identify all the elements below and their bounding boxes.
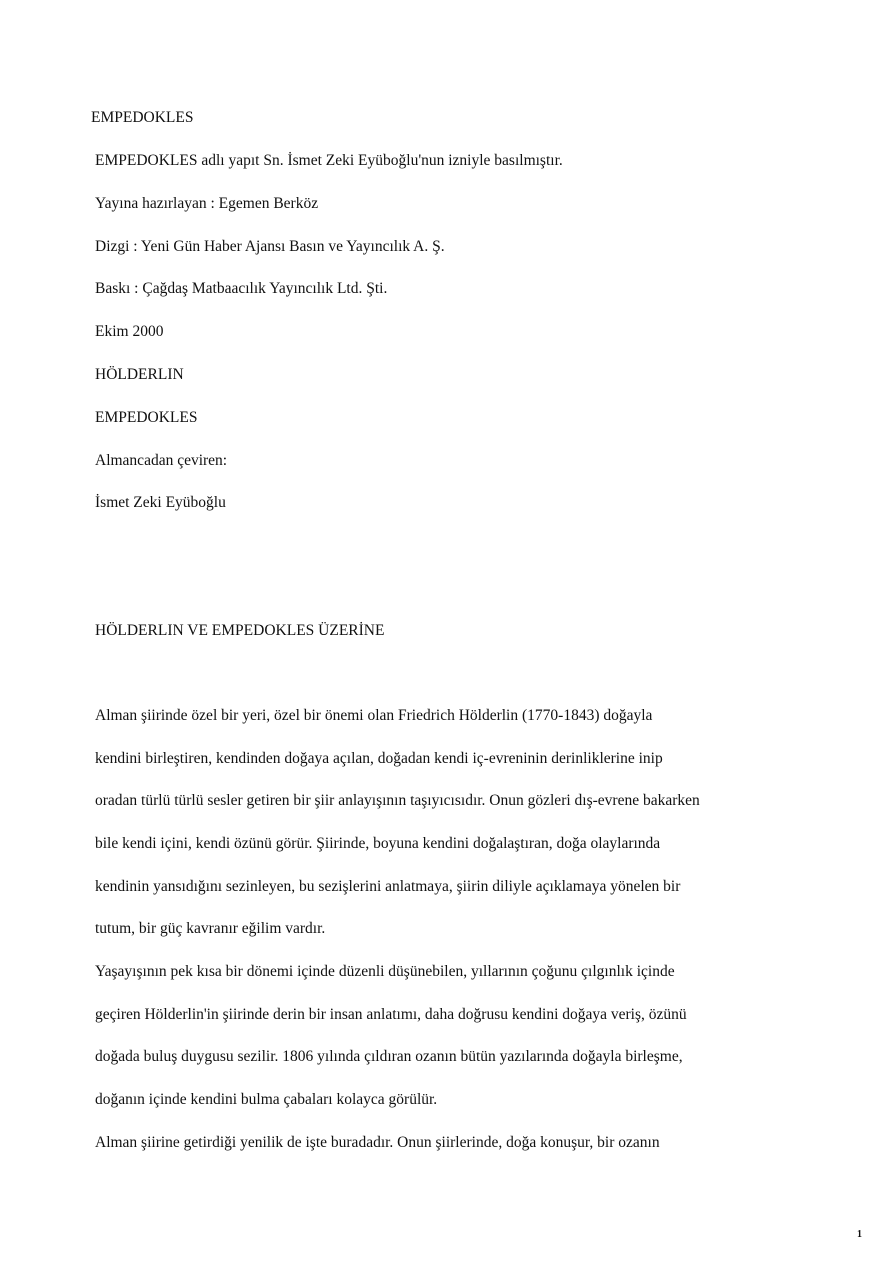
body-line: kendinin yansıdığını sezinleyen, bu sezişlerini anlatmaya, şiirin diliyle açıklamaya yönelen bir (95, 878, 681, 895)
body-line: doğada buluş duygusu sezilir. 1806 yılında çıldıran ozanın bütün yazılarında doğayla birleşme, (95, 1048, 683, 1065)
body-line: Alman şiirinde özel bir yeri, özel bir önemi olan Friedrich Hölderlin (1770-1843) doğayla (95, 707, 653, 724)
document-title: EMPEDOKLES (91, 109, 194, 126)
body-line: bile kendi içini, kendi özünü görür. Şiirinde, boyuna kendini doğalaştıran, doğa olaylarında (95, 835, 661, 852)
body-line: kendini birleştiren, kendinden doğaya açılan, doğadan kendi iç-evreninin derinliklerine inip (95, 750, 663, 767)
section-heading: HÖLDERLIN VE EMPEDOKLES ÜZERİNE (95, 622, 385, 639)
credit-line: EMPEDOKLES (95, 409, 198, 426)
credit-line: EMPEDOKLES adlı yapıt Sn. İsmet Zeki Eyüboğlu'nun izniyle basılmıştır. (95, 152, 563, 169)
credit-line: Ekim 2000 (95, 323, 164, 340)
credit-line: İsmet Zeki Eyüboğlu (95, 494, 226, 511)
credit-line: HÖLDERLIN (95, 366, 184, 383)
body-line: Yaşayışının pek kısa bir dönemi içinde düzenli düşünebilen, yıllarının çoğunu çılgınlık içinde (95, 963, 675, 980)
credit-line: Almancadan çeviren: (95, 452, 228, 469)
body-line: doğanın içinde kendini bulma çabaları kolayca görülür. (95, 1091, 438, 1108)
credit-line: Dizgi : Yeni Gün Haber Ajansı Basın ve Yayıncılık A. Ş. (95, 238, 445, 255)
body-line: geçiren Hölderlin'in şiirinde derin bir insan anlatımı, daha doğrusu kendini doğaya veriş, özünü (95, 1006, 687, 1023)
body-line: oradan türlü türlü sesler getiren bir şiir anlayışının taşıyıcısıdır. Onun gözleri dış-evrene bakarken (95, 792, 700, 809)
body-line: tutum, bir güç kavranır eğilim vardır. (95, 920, 326, 937)
credit-line: Yayına hazırlayan : Egemen Berköz (95, 195, 319, 212)
page-number: 1 (857, 1229, 862, 1240)
body-line: Alman şiirine getirdiği yenilik de işte buradadır. Onun şiirlerinde, doğa konuşur, bir ozanın (95, 1134, 660, 1151)
credit-line: Baskı : Çağdaş Matbaacılık Yayıncılık Ltd. Şti. (95, 280, 388, 297)
